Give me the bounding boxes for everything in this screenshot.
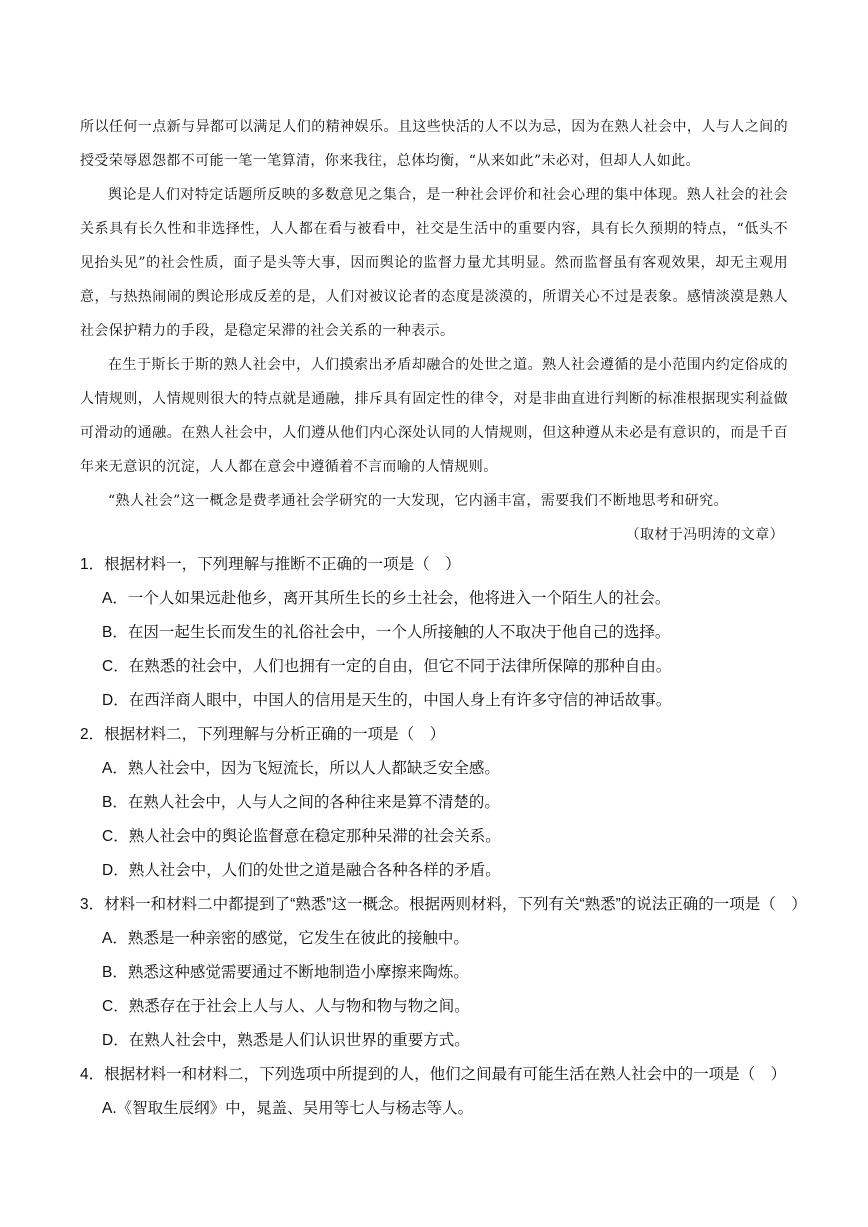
option-a: A.《智取生辰纲》中，晁盖、吴用等七人与杨志等人。 <box>102 1100 474 1117</box>
question-stem: 3．材料一和材料二中都提到了“熟悉”这一概念。根据两则材料，下列有关“熟悉”的说法正确的一项是（ ） <box>80 896 807 913</box>
option-d: D．在西洋商人眼中，中国人的信用是天生的，中国人身上有许多守信的神话故事。 <box>102 692 672 709</box>
option-b: B．在熟人社会中，人与人之间的各种往来是算不清楚的。 <box>102 794 500 811</box>
passage-paragraph: 舆论是人们对特定话题所反映的多数意见之集合，是一种社会评价和社会心理的集中体现。熟人社会的社会关系具有长久性和非选择性，人人都在看与被看中，社交是生活中的重要内容，具有长久预期的特点，“低头不见抬头见”的社会性质，面子是头等大事，因而舆论的监督力量尤其明显。然而监督虽有客观效果，却无主观用意，与热热闹闹的舆论形成反差的是，人们对被议论者的态度是淡漠的，所谓关心不过是表象。感情淡漠是熟人社会保护精力的手段，是稳定呆滞的社会关系的一种表示。 <box>80 187 788 339</box>
passage-paragraph: 所以任何一点新与异都可以满足人们的精神娱乐。且这些快活的人不以为忌，因为在熟人社会中，人与人之间的授受荣辱恩怨都不可能一笔一笔算清，你来我往，总体均衡，“从来如此”未必对，但却人人如此。 <box>80 119 788 169</box>
question-4 <box>80 1058 792 1126</box>
question-stem: 4．根据材料一和材料二，下列选项中所提到的人，他们之间最有可能生活在熟人社会中的一项是（ ） <box>80 1066 787 1083</box>
option-d: D．在熟人社会中，熟悉是人们认识世界的重要方式。 <box>102 1032 470 1049</box>
option-a: A．熟人社会中，因为飞短流长，所以人人都缺乏安全感。 <box>102 760 500 777</box>
option-a: A．一个人如果远赴他乡，离开其所生长的乡土社会，他将进入一个陌生人的社会。 <box>102 590 671 607</box>
question-2 <box>80 718 792 888</box>
option-c: C．在熟悉的社会中，人们也拥有一定的自由，但它不同于法律所保障的那种自由。 <box>102 658 672 675</box>
question-stem: 2．根据材料二，下列理解与分析正确的一项是（ ） <box>80 726 446 743</box>
question-stem: 1．根据材料一，下列理解与推断不正确的一项是（ ） <box>80 556 461 573</box>
option-b: B．熟悉这种感觉需要通过不断地制造小摩擦来陶炼。 <box>102 964 469 981</box>
option-d: D．熟人社会中，人们的处世之道是融合各种各样的矛盾。 <box>102 862 501 879</box>
question-list <box>80 548 807 1126</box>
option-b: B．在因一起生长而发生的礼俗社会中，一个人所接触的人不取决于他自己的选择。 <box>102 624 671 641</box>
option-c: C．熟人社会中的舆论监督意在稳定那种呆滞的社会关系。 <box>102 828 501 845</box>
passage-paragraph: 在生于斯长于斯的熟人社会中，人们摸索出矛盾却融合的处世之道。熟人社会遵循的是小范围内约定俗成的人情规则，人情规则很大的特点就是通融，排斥具有固定性的律令，对是非曲直进行判断的标准根据现实利益做可滑动的通融。在熟人社会中，人们遵从他们内心深处认同的人情规则，但这种遵从未必是有意识的，而是千百年来无意识的沉淀，人人都在意会中遵循着不言而喻的人情规则。 <box>80 357 788 475</box>
option-a: A．熟悉是一种亲密的感觉，它发生在彼此的接触中。 <box>102 930 469 947</box>
passage-source: （取材于冯明涛的文章） <box>625 527 784 543</box>
question-3 <box>80 888 807 1058</box>
passage <box>80 110 788 552</box>
option-c: C．熟悉存在于社会上人与人、人与物和物与物之间。 <box>102 998 470 1015</box>
passage-paragraph: “熟人社会”这一概念是费孝通社会学研究的一大发现，它内涵丰富，需要我们不断地思考和研究。 <box>108 493 728 509</box>
question-1 <box>80 548 792 718</box>
